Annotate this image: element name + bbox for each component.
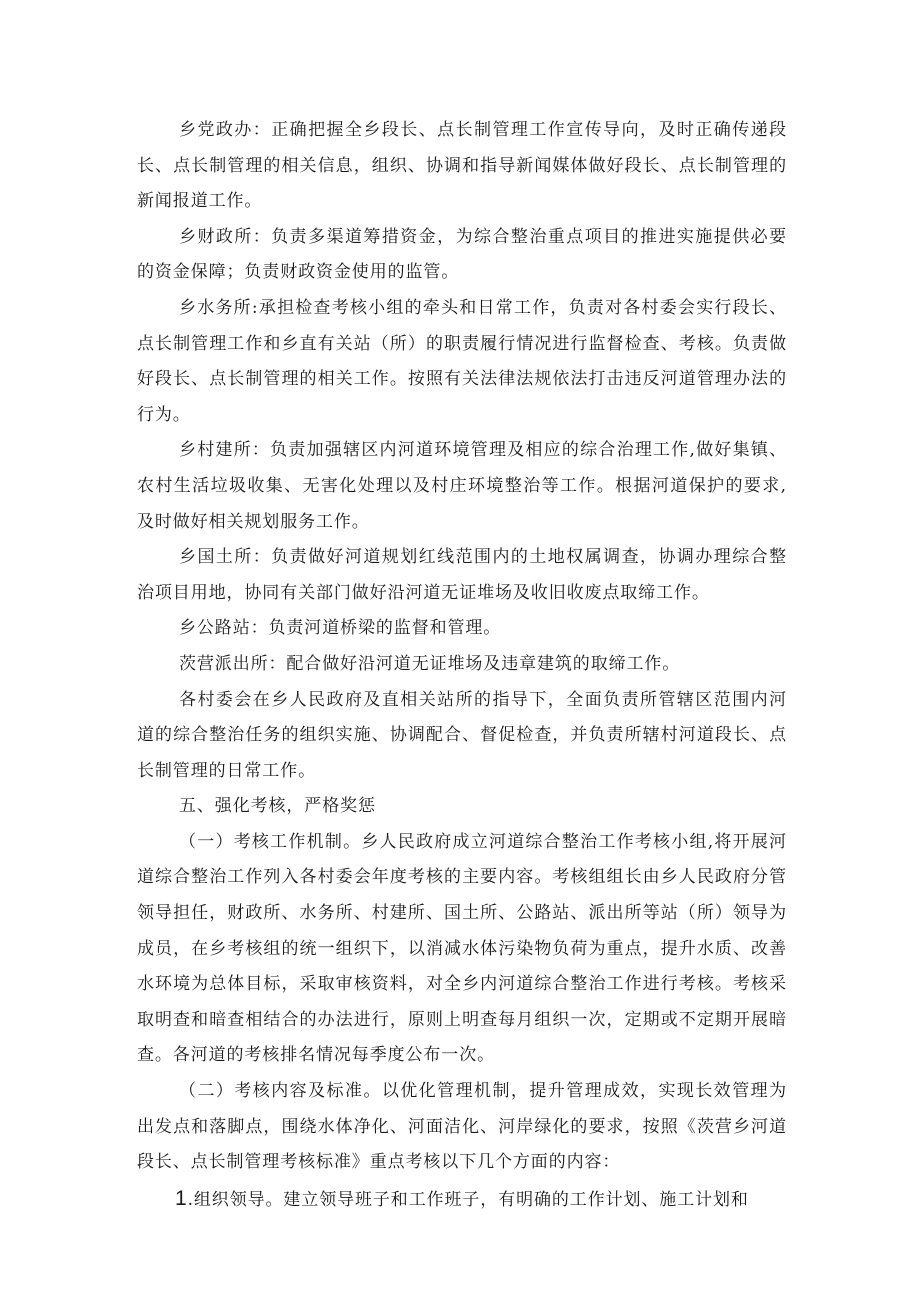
list-item-organization <box>137 1181 787 1219</box>
paragraph-village-committees: 各村委会在乡人民政府及直相关站所的指导下，全面负责所管辖区范围内河道的综合整治任务的组织实施、协调配合、督促检查，并负责所辖村河道段长、点长制管理的日常工作。 <box>137 689 787 781</box>
paragraph-finance-office: 乡财政所：负责多渠道筹措资金，为综合整治重点项目的推进实施提供必要的资金保障；负责财政资金使用的监管。 <box>137 226 787 283</box>
paragraph-water-office: 乡水务所:承担检查考核小组的牵头和日常工作，负责对各村委会实行段长、点长制管理工作和乡直有关站（所）的职责履行情况进行监督检查、考核。负责做好段长、点长制管理的相关工作。按照有关法律法规依法打击违反河道管理办法的行为。 <box>137 297 787 425</box>
paragraph-party-office: 乡党政办：正确把握全乡段长、点长制管理工作宣传导向，及时正确传递段长、点长制管理的相关信息，组织、协调和指导新闻媒体做好段长、点长制管理的新闻报道工作。 <box>137 120 787 212</box>
list-item-number: 1 <box>175 1186 188 1210</box>
list-item-text: .组织领导。建立领导班子和工作班子，有明确的工作计划、施工计划和 <box>187 1189 749 1210</box>
paragraph-land-office: 乡国土所：负责做好河道规划红线范围内的土地权属调查，协调办理综合整治项目用地，协同有关部门做好沿河道无证堆场及收旧收废点取缔工作。 <box>137 547 787 603</box>
paragraph-assessment-content: （二）考核内容及标准。以优化管理机制，提升管理成效，实现长效管理为出发点和落脚点，围绕水体净化、河面洁化、河岸绿化的要求，按照《茨营乡河道段长、点长制管理考核标准》重点考核以下几个方面的内容： <box>137 1081 787 1173</box>
paragraph-highway-station: 乡公路站：负责河道桥梁的监督和管理。 <box>179 618 502 639</box>
paragraph-village-construction-office: 乡村建所：负责加强辖区内河道环境管理及相应的综合治理工作,做好集镇、农村生活垃圾收集、无害化处理以及村庄环境整治等工作。根据河道保护的要求,及时做好相关规划服务工作。 <box>137 440 787 532</box>
paragraph-assessment-mechanism: （一）考核工作机制。乡人民政府成立河道综合整治工作考核小组,将开展河道综合整治工作列入各村委会年度考核的主要内容。考核组组长由乡人民政府分管领导担任，财政所、水务所、村建所、国土所、公路站、派出所等站（所）领导为成员，在乡考核组的统一组织下，以消减水体污染物负荷为重点，提升水质、改善水环境为总体目标，采取审核资料，对全乡内河道综合整治工作进行考核。考核采取明查和暗查相结合的办法进行，原则上明查每月组织一次，定期或不定期开展暗查。各河道的考核排名情况每季度公布一次。 <box>137 831 787 1066</box>
document-body <box>137 113 787 1218</box>
section-heading: 五、强化考核，严格奖惩 <box>179 796 376 817</box>
paragraph-police-station: 茨营派出所：配合做好沿河道无证堆场及违章建筑的取缔工作。 <box>179 653 681 674</box>
